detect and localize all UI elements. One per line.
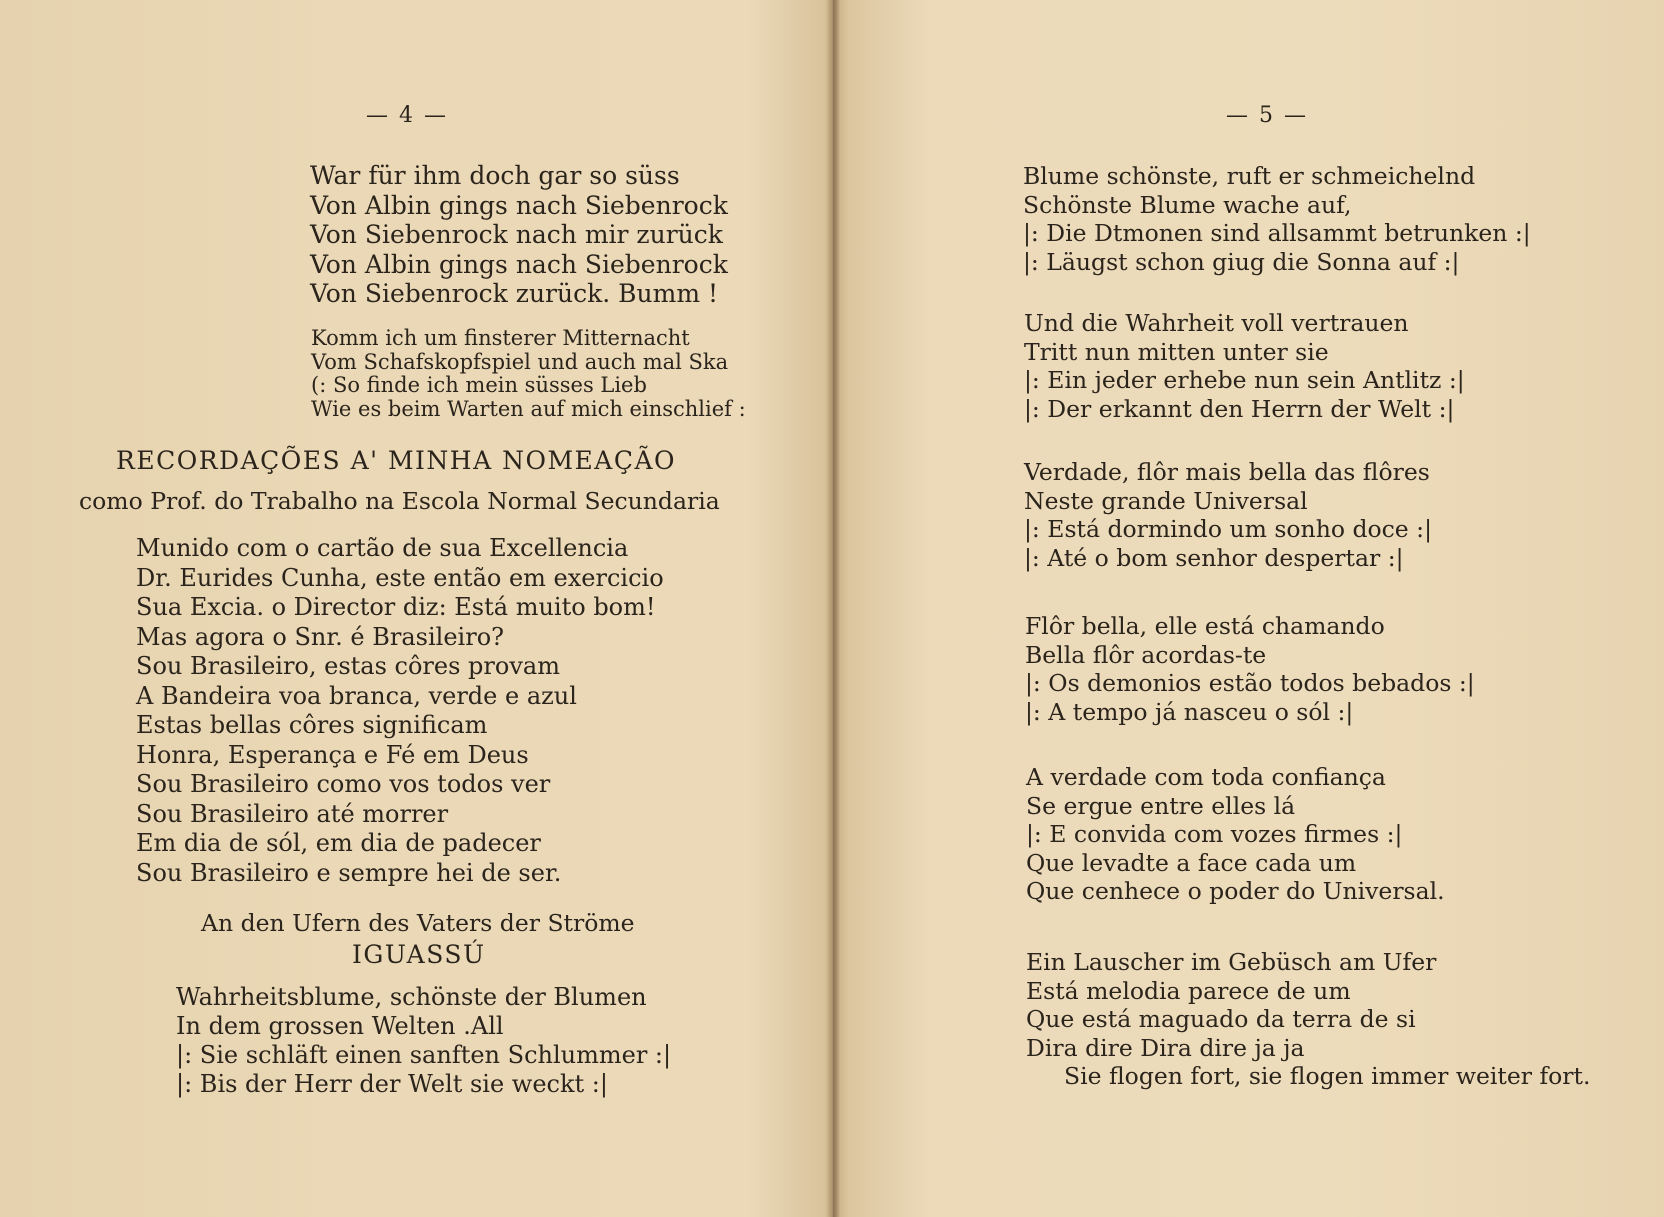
verse-line: A verdade com toda confiança xyxy=(1026,763,1386,791)
poem-line: Em dia de sól, em dia de padecer xyxy=(136,829,541,857)
song-title: IGUASSÚ xyxy=(352,940,486,969)
verse-line: Vom Schafskopfspiel und auch mal Ska xyxy=(311,349,729,374)
poem-subtitle: como Prof. do Trabalho na Escola Normal Secundaria xyxy=(79,487,720,515)
verse-line: |: Até o bom senhor despertar :| xyxy=(1024,543,1404,572)
poem-line: Sou Brasileiro como vos todos ver xyxy=(136,770,551,798)
verse-line: |: A tempo já nasceu o sól :| xyxy=(1025,697,1354,726)
verse-line: Von Albin gings nach Siebenrock xyxy=(310,190,728,220)
verse-line: Tritt nun mitten unter sie xyxy=(1024,337,1329,366)
verse-line: Que cenhece o poder do Universal. xyxy=(1026,877,1445,905)
verse-line: (: So finde ich mein süsses Lieb xyxy=(311,373,647,397)
verse-line: Wahrheitsblume, schönste der Blumen xyxy=(176,983,647,1011)
poem-line: Munido com o cartão de sua Excellencia xyxy=(136,534,629,562)
verse-line: Verdade, flôr mais bella das flôres xyxy=(1024,458,1430,486)
stanza-right-6 xyxy=(1026,948,1590,1091)
verse-line: |: E convida com vozes firmes :| xyxy=(1026,820,1403,848)
poem-line: Sou Brasileiro até morrer xyxy=(136,799,449,828)
verse-line: Bella flôr acordas-te xyxy=(1025,640,1267,669)
verse-line: Que levadte a face cada um xyxy=(1026,848,1357,877)
verse-line: |: Está dormindo um sonho doce :| xyxy=(1024,515,1433,543)
stanza-albin xyxy=(310,161,728,309)
poem-line: Sou Brasileiro e sempre hei de ser. xyxy=(136,858,562,887)
left-page xyxy=(0,0,830,1217)
verse-line: |: Der erkannt den Herrn der Welt :| xyxy=(1024,394,1455,423)
verse-line: Von Siebenrock nach mir zurück xyxy=(310,220,723,249)
verse-line: |: Os demonios estão todos bebados :| xyxy=(1025,669,1475,697)
right-page xyxy=(838,0,1664,1217)
song-heading: An den Ufern des Vaters der Ströme xyxy=(201,909,635,937)
verse-line: |: Die Dtmonen sind allsammt betrunken :| xyxy=(1023,219,1531,247)
stanza-iguassu xyxy=(176,983,671,1099)
page-number-left: — 4 — xyxy=(366,103,448,128)
poem-line: Dr. Eurides Cunha, este então em exercicio xyxy=(136,563,664,592)
verse-line: Dira dire Dira dire ja ja xyxy=(1026,1033,1305,1062)
verse-line: Und die Wahrheit voll vertrauen xyxy=(1024,309,1409,337)
poem-line: A Bandeira voa branca, verde e azul xyxy=(136,681,577,710)
verse-line: Von Albin gings nach Siebenrock xyxy=(310,249,728,279)
poem-recordacoes xyxy=(136,534,664,888)
stanza-right-5 xyxy=(1026,763,1445,906)
poem-line: Sua Excia. o Director diz: Está muito bom! xyxy=(136,593,656,621)
verse-line: |: Ein jeder erhebe nun sein Antlitz :| xyxy=(1024,366,1465,394)
verse-line: Komm ich um finsterer Mitternacht xyxy=(311,326,690,350)
verse-line: Wie es beim Warten auf mich einschlief : xyxy=(311,396,746,421)
verse-line: War für ihm doch gar so süss xyxy=(310,161,680,190)
verse-line: Schönste Blume wache auf, xyxy=(1023,190,1352,219)
poem-line: Estas bellas côres significam xyxy=(136,711,488,739)
poem-title: RECORDAÇÕES A' MINHA NOMEAÇÃO xyxy=(116,446,677,475)
stanza-right-2 xyxy=(1024,309,1465,423)
stanza-right-4 xyxy=(1025,612,1475,726)
stanza-right-3 xyxy=(1024,458,1432,572)
page-number-right: — 5 — xyxy=(1226,103,1308,128)
stanza-mitternacht xyxy=(311,327,746,421)
poem-line: Honra, Esperança e Fé em Deus xyxy=(136,740,529,769)
poem-line: Sou Brasileiro, estas côres provam xyxy=(136,652,560,680)
verse-line: Neste grande Universal xyxy=(1024,486,1308,515)
stanza-right-1 xyxy=(1023,162,1531,276)
verse-line: Se ergue entre elles lá xyxy=(1026,791,1296,820)
verse-line: Blume schönste, ruft er schmeichelnd xyxy=(1023,162,1476,190)
verse-line: Está melodia parece de um xyxy=(1026,976,1351,1005)
verse-line: In dem grossen Welten .All xyxy=(176,1012,504,1040)
verse-line: |: Sie schläft einen sanften Schlummer :| xyxy=(176,1041,672,1069)
verse-line: |: Bis der Herr der Welt sie weckt :| xyxy=(176,1070,608,1098)
verse-line: Flôr bella, elle está chamando xyxy=(1025,612,1385,640)
verse-line: Von Siebenrock zurück. Bumm ! xyxy=(310,279,719,308)
verse-line: |: Läugst schon giug die Sonna auf :| xyxy=(1023,247,1460,276)
poem-line: Mas agora o Snr. é Brasileiro? xyxy=(136,622,505,651)
verse-line: Ein Lauscher im Gebüsch am Ufer xyxy=(1026,948,1437,976)
verse-line: Sie flogen fort, sie flogen immer weiter fort. xyxy=(1064,1062,1591,1090)
verse-line: Que está maguado da terra de si xyxy=(1026,1005,1416,1033)
